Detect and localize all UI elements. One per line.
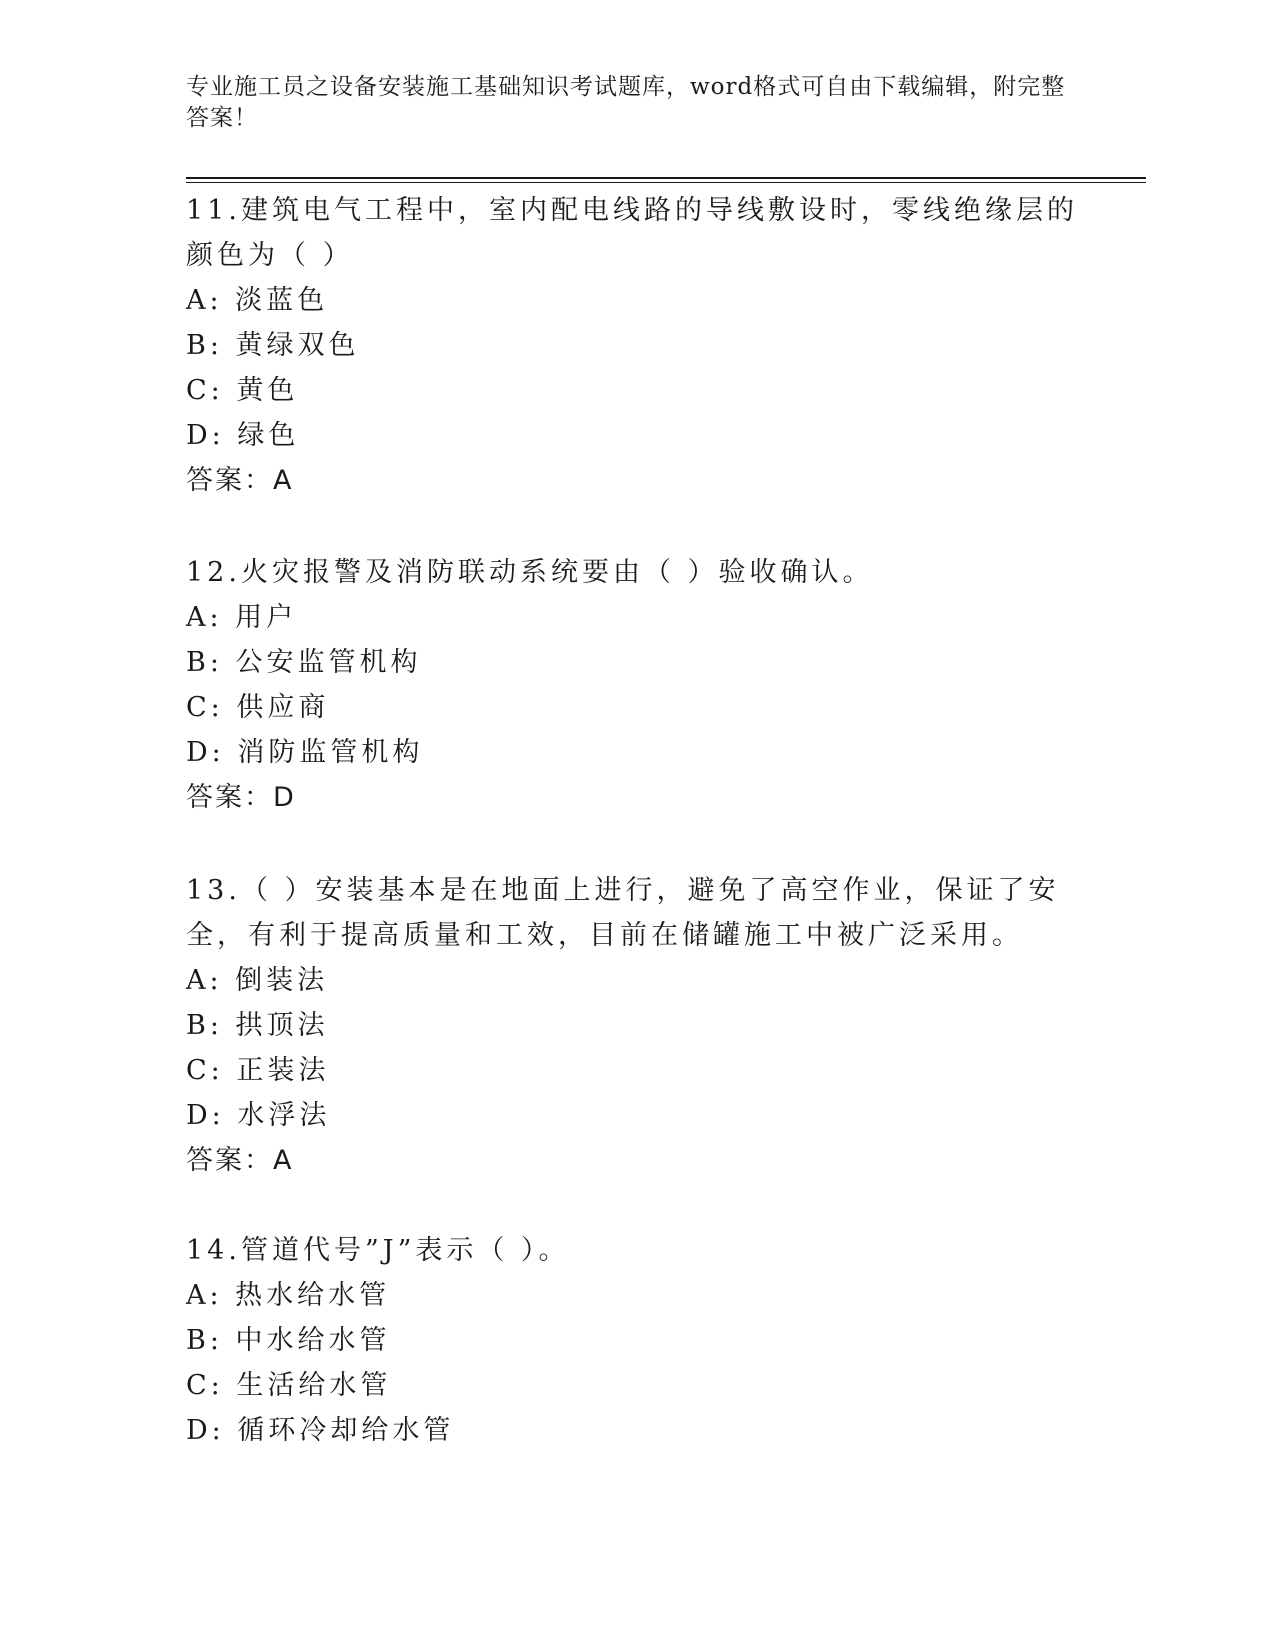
option-d: D: 水浮法	[186, 1100, 331, 1131]
answer-line: 答案：D	[186, 782, 296, 813]
option-d: D: 消防监管机构	[186, 737, 424, 768]
option-a: A: 淡蓝色	[186, 285, 329, 316]
option-b: B: 公安监管机构	[186, 647, 422, 678]
answer-line: 答案：A	[186, 465, 294, 496]
question-stem: 11.建筑电气工程中，室内配电线路的导线敷设时，零线绝缘层的颜色为（ ）	[186, 195, 1078, 271]
question-11	[186, 188, 1086, 503]
question-14	[186, 1228, 1086, 1453]
header-divider-thin	[186, 182, 1146, 183]
question-13	[186, 868, 1086, 1183]
option-a: A: 热水给水管	[186, 1280, 391, 1311]
question-stem: 12.火灾报警及消防联动系统要由（ ）验收确认。	[186, 557, 874, 588]
question-stem: 13.（ ）安装基本是在地面上进行，避免了高空作业，保证了安全，有利于提高质量和工效，目前在储罐施工中被广泛采用。	[186, 875, 1060, 951]
option-b: B: 黄绿双色	[186, 330, 360, 361]
option-d: D: 循环冷却给水管	[186, 1415, 455, 1446]
header-divider	[186, 177, 1146, 179]
question-stem: 14.管道代号”J”表示（ ）。	[186, 1235, 570, 1266]
option-c: C: 黄色	[186, 375, 299, 406]
option-c: C: 正装法	[186, 1055, 330, 1086]
option-b: B: 中水给水管	[186, 1325, 391, 1356]
option-c: C: 供应商	[186, 692, 330, 723]
option-c: C: 生活给水管	[186, 1370, 392, 1401]
option-b: B: 拱顶法	[186, 1010, 329, 1041]
document-header: 专业施工员之设备安装施工基础知识考试题库，word格式可自由下载编辑，附完整答案！	[186, 74, 1066, 131]
question-12	[186, 550, 1086, 820]
option-d: D: 绿色	[186, 420, 300, 451]
option-a: A: 用户	[186, 602, 298, 633]
answer-line: 答案：A	[186, 1145, 294, 1176]
option-a: A: 倒装法	[186, 965, 329, 996]
